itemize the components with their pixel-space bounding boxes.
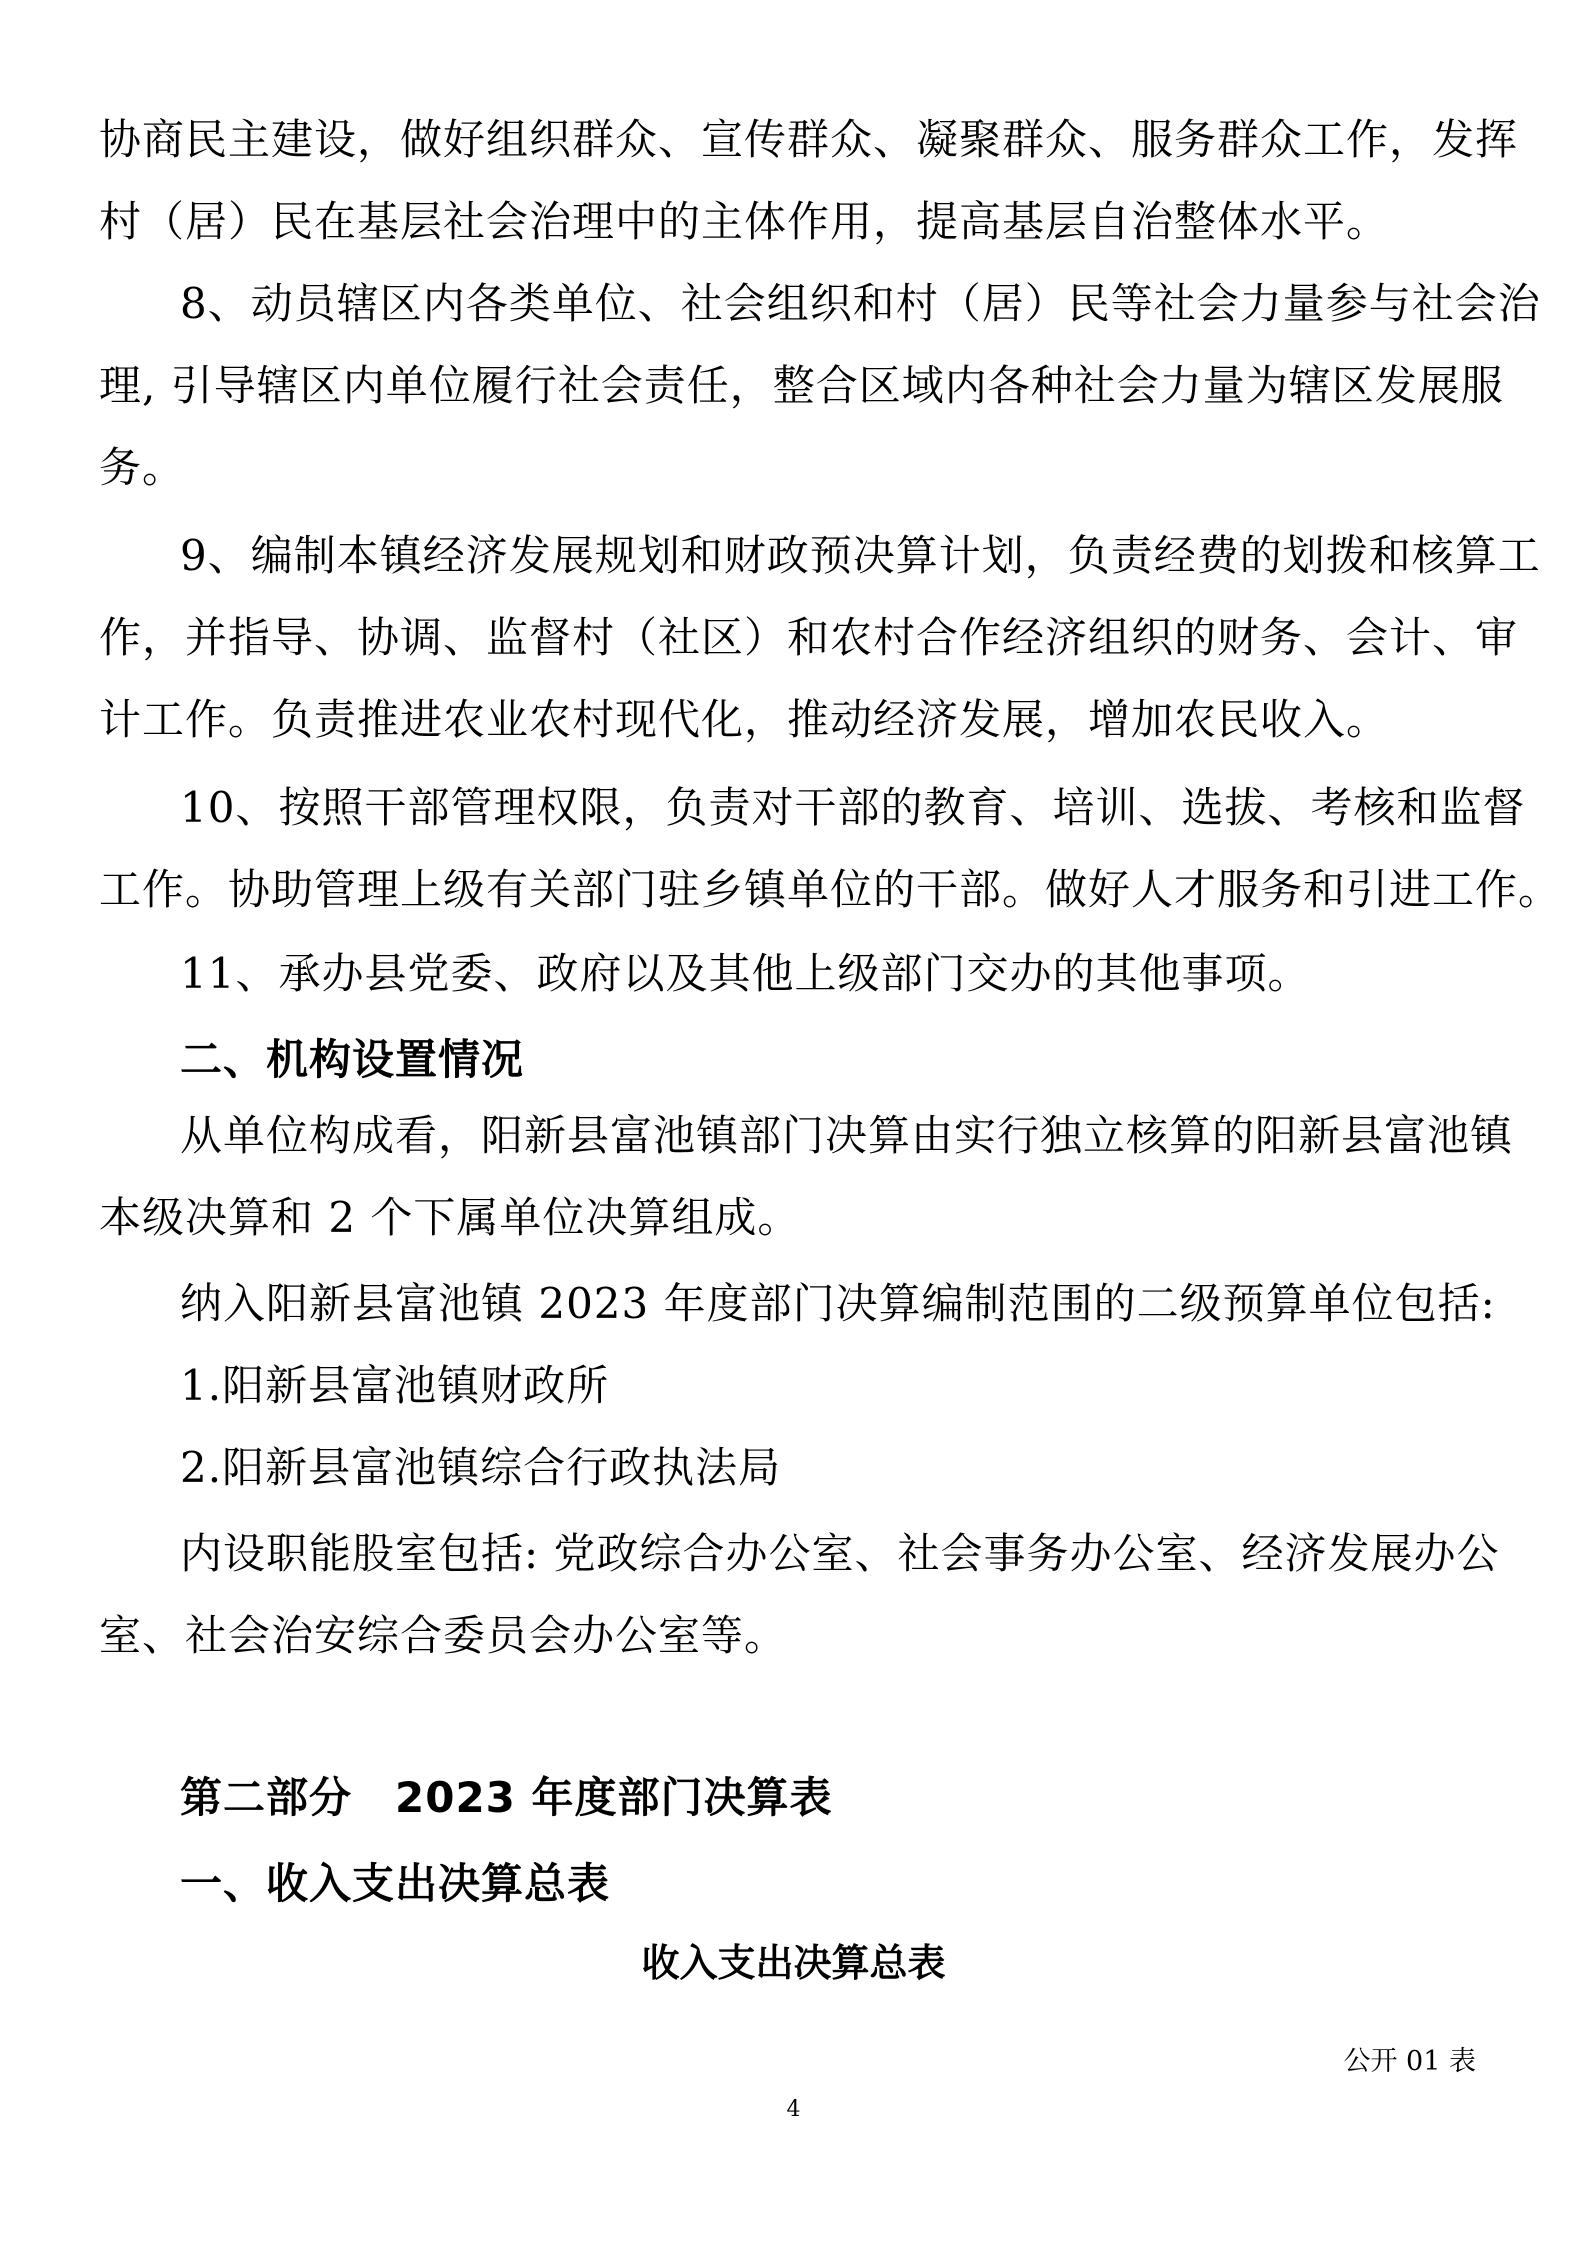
- paragraph-7-line-1: 协商民主建设，做好组织群众、宣传群众、凝聚群众、服务群众工作，发挥: [99, 115, 1519, 164]
- paragraph-8-line-1: 8、动员辖区内各类单位、社会组织和村（居）民等社会力量参与社会治: [180, 279, 1541, 328]
- paragraph-9-line-3: 计工作。负责推进农业农村现代化，推动经济发展，增加农民收入。: [99, 695, 1390, 744]
- section-intro-line-1: 从单位构成看，阳新县富池镇部门决算由实行独立核算的阳新县富池镇: [180, 1111, 1514, 1160]
- offices-line-1: 内设职能股室包括: 党政综合办公室、社会事务办公室、经济发展办公: [180, 1529, 1500, 1578]
- part-two-heading: 第二部分 2023 年度部门决算表: [180, 1773, 833, 1822]
- offices-line-2: 室、社会治安综合委员会办公室等。: [99, 1611, 788, 1660]
- paragraph-7-line-2: 村（居）民在基层社会治理中的主体作用，提高基层自治整体水平。: [99, 197, 1390, 246]
- section-intro-line-2: 本级决算和 2 个下属单位决算组成。: [99, 1193, 801, 1242]
- paragraph-9-line-1: 9、编制本镇经济发展规划和财政预决算计划，负责经费的划拨和核算工: [180, 531, 1541, 580]
- section-heading-organization: 二、机构设置情况: [180, 1035, 525, 1084]
- table-title: 收入支出决算总表: [641, 1941, 946, 1985]
- paragraph-8-line-2: 理, 引导辖区内单位履行社会责任，整合区域内各种社会力量为辖区发展服: [99, 361, 1504, 410]
- budget-scope-text: 纳入阳新县富池镇 2023 年度部门决算编制范围的二级预算单位包括:: [180, 1279, 1496, 1328]
- paragraph-8-line-3: 务。: [99, 443, 186, 492]
- paragraph-9-line-2: 作，并指导、协调、监督村（社区）和农村合作经济组织的财务、会计、审: [99, 613, 1519, 662]
- income-expenditure-heading: 一、收入支出决算总表: [180, 1859, 611, 1908]
- paragraph-11-line-1: 11、承办县党委、政府以及其他上级部门交办的其他事项。: [180, 949, 1311, 998]
- unit-item-1: 1.阳新县富池镇财政所: [180, 1361, 610, 1410]
- paragraph-10-line-2: 工作。协助管理上级有关部门驻乡镇单位的干部。做好人才服务和引进工作。: [99, 865, 1562, 914]
- unit-item-2: 2.阳新县富池镇综合行政执法局: [180, 1443, 782, 1492]
- table-code-label: 公开 01 表: [1343, 2046, 1476, 2077]
- paragraph-10-line-1: 10、按照干部管理权限，负责对干部的教育、培训、选拔、考核和监督: [180, 783, 1526, 832]
- page-number: 4: [786, 2097, 801, 2122]
